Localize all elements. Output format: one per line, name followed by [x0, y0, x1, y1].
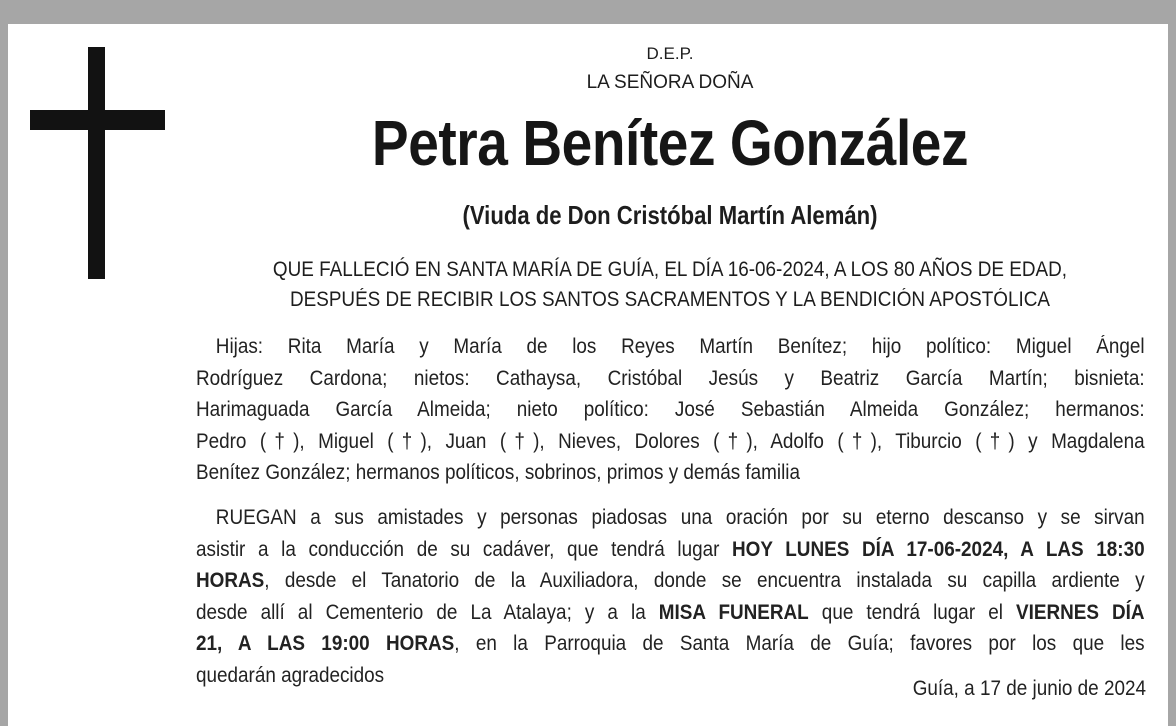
prayer-text: , desde el Tanatorio de la Auxiliadora, donde se encuentra instalada su capilla ardiente y — [264, 569, 1145, 592]
mass-day: VIERNES DÍA — [1015, 600, 1145, 624]
prayer-line — [196, 565, 1145, 597]
prayer-text: asistir a la conducción de su cadáver, que tendrá lugar — [196, 537, 733, 561]
prayer-paragraph — [196, 502, 1145, 691]
procession-datetime: HOY LUNES DÍA 17-06-2024, A LAS 18:30 — [732, 537, 1145, 561]
cross-vertical-bar — [88, 47, 105, 279]
prayer-line — [196, 597, 1145, 629]
procession-hours: HORAS — [196, 569, 265, 592]
prayer-text: desde allí al Cementerio de La Atalaya; y a la — [196, 600, 659, 624]
death-notice-line-2: DESPUÉS DE RECIBIR LOS SANTOS SACRAMENTOS Y LA BENDICIÓN APOSTÓLICA — [289, 288, 1051, 311]
funeral-mass-label: MISA FUNERAL — [658, 600, 809, 624]
dep-heading: D.E.P. — [646, 44, 694, 63]
family-line: Hijas: Rita María y María de los Reyes Martín Benítez; hijo político: Miguel Ángel — [215, 335, 1145, 358]
prayer-line — [196, 628, 1145, 660]
family-line: Harimaguada García Almeida; nieto político: José Sebastián Almeida González; hermanos: — [196, 398, 1145, 421]
family-line: Benítez González; hermanos políticos, sobrinos, primos y demás familia — [196, 461, 801, 484]
honorific-heading: LA SEÑORA DOÑA — [586, 72, 754, 93]
family-line: Rodríguez Cardona; nietos: Cathaysa, Cristóbal Jesús y Beatriz García Martín; bisnieta: — [196, 366, 1145, 390]
place-date: Guía, a 17 de junio de 2024 — [912, 677, 1146, 700]
cross-horizontal-bar — [30, 110, 165, 130]
deceased-name: Petra Benítez González — [371, 107, 969, 179]
prayer-text: , en la Parroquia de Santa María de Guía; favores por los que les — [454, 632, 1145, 655]
mass-time: 21, A LAS 19:00 HORAS — [196, 632, 455, 655]
widow-of-line: (Viuda de Don Cristóbal Martín Alemán) — [462, 200, 878, 230]
prayer-line — [196, 502, 1145, 534]
prayer-line — [196, 534, 1145, 566]
prayer-text: quedarán agradecidos — [196, 663, 385, 687]
prayer-text: que tendrá lugar el — [808, 600, 1016, 624]
prayer-text: RUEGAN a sus amistades y personas piadosas una oración por su eterno descanso y se sirvan — [215, 506, 1145, 529]
family-paragraph — [196, 331, 1145, 489]
death-notice-line-1: QUE FALLECIÓ EN SANTA MARÍA DE GUÍA, EL DÍA 16-06-2024, A LOS 80 AÑOS DE EDAD, — [272, 258, 1068, 281]
family-line: Pedro (†), Miguel (†), Juan (†), Nieves, Dolores (†), Adolfo (†), Tiburcio (†) y Magdalena — [196, 429, 1145, 453]
